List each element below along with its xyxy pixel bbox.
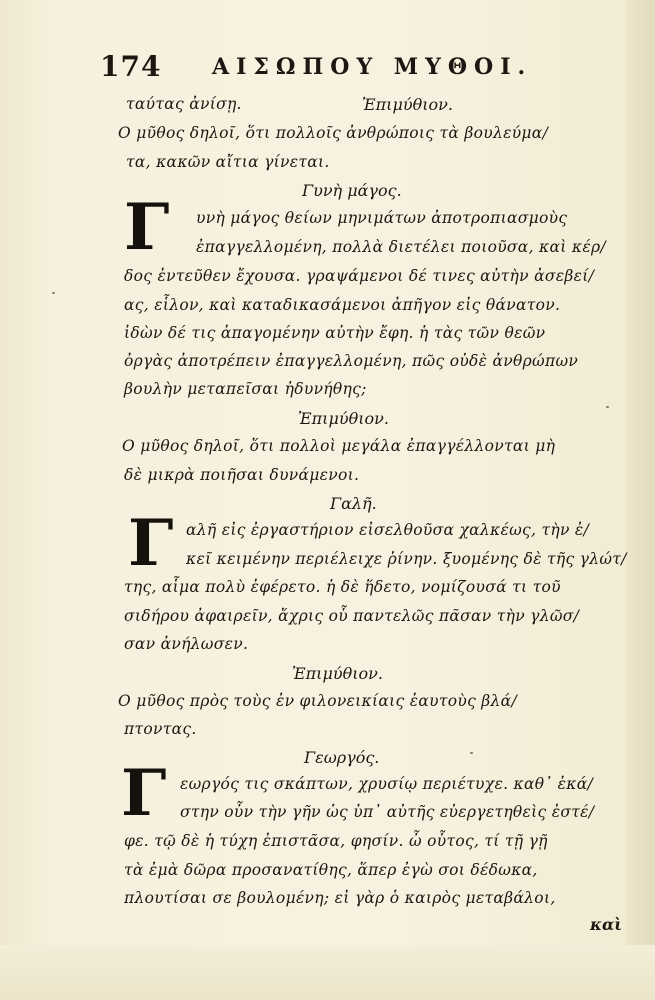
initial-gyne: Γ (124, 190, 170, 265)
text-line: Ο μῦθος πρὸς τοὺς ἐν φιλονεικίαις ἑαυτοὺς βλά/ (118, 692, 517, 710)
running-title: ΑΙΣΩΠΟΥ ΜΥΘΟΙ. (212, 54, 533, 80)
text-line: βουλὴν μεταπεῖσαι ἠδυνήθης; (124, 380, 367, 398)
paper-speck (52, 292, 55, 294)
text-line: φε. τῷ δὲ ἡ τύχη ἐπιστᾶσα, φησίν. ὦ οὗτος, τί τῇ γῇ (124, 832, 548, 850)
text-line: στην οὖν τὴν γῆν ὡς ὑπ᾽ αὐτῆς εὐεργετηθεὶς ἐστέ/ (180, 803, 595, 821)
page-edge (626, 0, 655, 1000)
paper-speck (606, 406, 609, 408)
text-line: ταύτας ἀνίσῃ. (126, 95, 242, 113)
text-line: της, αἷμα πολὺ ἐφέρετο. ἡ δὲ ἥδετο, νομίζουσά τι τοῦ (124, 578, 561, 596)
text-line: Ο μῦθος δηλοῖ, ὅτι πολλοὶ μεγάλα ἐπαγγέλλονται μὴ (122, 437, 556, 455)
text-line: σιδήρου ἀφαιρεῖν, ἄχρις οὗ παντελῶς πᾶσαν τὴν γλῶσ/ (124, 607, 580, 625)
page-number: 174 (100, 50, 162, 83)
text-line: κεῖ κειμένην περιέλειχε ῥίνην. ξυομένης δὲ τῆς γλώτ/ (186, 550, 627, 568)
initial-gale: Γ (128, 506, 174, 581)
epimythion-heading: Ἐπιμύθιον. (362, 95, 453, 114)
initial-georgos: Γ (121, 756, 167, 831)
epimythion-heading: Ἐπιμύθιον. (298, 409, 389, 428)
text-line: ἰδὼν δέ τις ἀπαγομένην αὐτὴν ἔφη. ἡ τὰς τῶν θεῶν (124, 324, 546, 342)
text-line: πλουτίσαι σε βουλομένη; εἰ γὰρ ὁ καιρὸς μεταβάλοι, (124, 889, 556, 907)
text-line: τα, κακῶν αἴτια γίνεται. (126, 153, 330, 171)
text-line: δος ἐντεῦθεν ἔχουσα. γραψάμενοι δέ τινες αὐτὴν ἀσεβεί/ (124, 267, 595, 285)
text-line: ἐπαγγελλομένη, πολλὰ διετέλει ποιοῦσα, καὶ κέρ/ (196, 238, 606, 256)
paper-speck (470, 752, 473, 754)
fable-title-georgos: Γεωργός. (304, 748, 380, 767)
page-bottom-margin (0, 945, 655, 1000)
page-header (100, 50, 570, 84)
fable-title-gyne: Γυνὴ μάγος. (302, 181, 402, 200)
text-line: Ο μῦθος δηλοῖ, ὅτι πολλοῖς ἀνθρώποις τὰ βουλεύμα/ (118, 124, 549, 142)
text-line: αλῆ εἰς ἐργαστήριον εἰσελθοῦσα χαλκέως, τὴν ἐ/ (186, 521, 590, 539)
text-line: εωργός τις σκάπτων, χρυσίῳ περιέτυχε. καθ᾽ ἑκά/ (180, 775, 594, 793)
text-line: πτοντας. (124, 720, 197, 738)
text-line: ὀργὰς ἀποτρέπειν ἐπαγγελλομένη, πῶς οὐδὲ ἀνθρώπων (124, 352, 579, 370)
fable-title-gale: Γαλῆ. (330, 494, 377, 513)
text-line: ας, εἷλον, καὶ καταδικασάμενοι ἀπῆγον εἰς θάνατον. (124, 296, 561, 314)
text-line: τὰ ἐμὰ δῶρα προσανατίθης, ἅπερ ἐγὼ σοι δέδωκα, (124, 861, 538, 879)
text-line: σαν ἀνήλωσεν. (124, 635, 249, 653)
text-line: υνὴ μάγος θείων μηνιμάτων ἀποτροπιασμοὺς (196, 209, 568, 227)
epimythion-heading: Ἐπιμύθιον. (292, 664, 383, 683)
text-line: δὲ μικρὰ ποιῆσαι δυνάμενοι. (124, 466, 360, 484)
catchword: καὶ (590, 915, 623, 934)
